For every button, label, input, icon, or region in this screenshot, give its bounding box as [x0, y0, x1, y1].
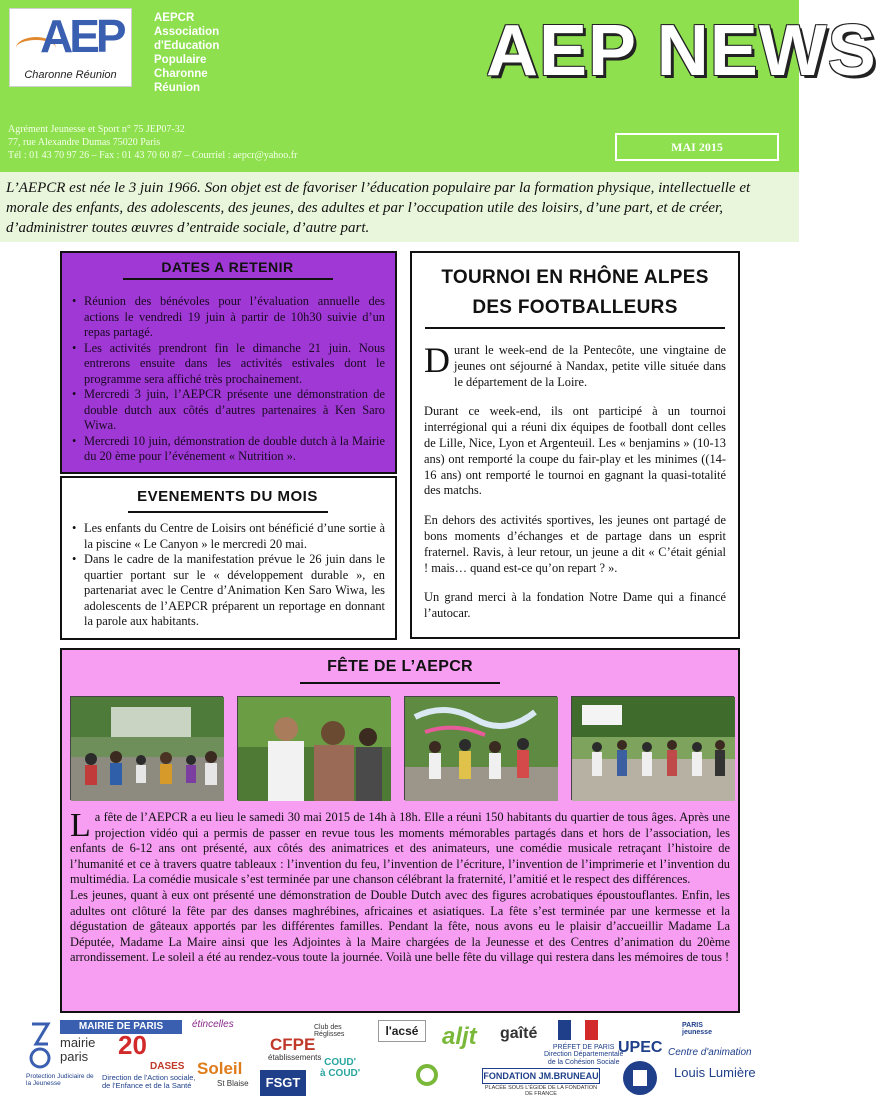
events-section	[60, 476, 397, 640]
logo-mairie-20-number: 20	[118, 1030, 147, 1060]
paragraph-text: urant le week-end de la Pentecôte, une vingtaine de jeunes ont séjourné à Nandax, petite ville située dans le département de la Loire.	[454, 343, 726, 389]
association-line: Réunion	[154, 82, 200, 94]
article-paragraph: Durant ce week-end, ils ont participé à un tournoi interrégional qui a réuni dix équipes de football dont celles de Lille, Nice, Lyon et Argenteuil. Les « benjamins » (10-13 ans) ont remporté la coupe du fair-play et les minimes ((14-16 ans) ont remporté le tournoi en gagnant la quasi-totalité des matchs.	[424, 404, 726, 498]
association-line: Populaire	[154, 54, 207, 66]
logo-dases: DASES	[150, 1061, 185, 1072]
list-item: • Réunion des bénévoles pour l’évaluation annuelle des actions le vendredi 19 juin à partir de 10h30 suivie d’un repas partagé.	[70, 294, 385, 341]
photo-group	[571, 696, 734, 800]
logo-prefet	[544, 1044, 623, 1066]
drop-cap: L	[70, 807, 91, 844]
logo-club-des-reglisses: Club des Réglisses	[314, 1024, 345, 1039]
logo-dases-caption	[102, 1074, 196, 1090]
logo-text: de l'Enfance et de la Santé	[102, 1080, 192, 1090]
tournoi-title-line1: TOURNOI EN RHÔNE ALPES	[441, 267, 709, 288]
article-paragraph	[424, 340, 726, 390]
article-paragraph	[70, 807, 730, 888]
dates-section	[60, 251, 397, 474]
association-line: Charonne	[154, 68, 208, 80]
list-item: • Mercredi 3 juin, l’AEPCR présente une démonstration de double dutch aux côtés d’autres partenaires à Ken Saro Wiwa.	[70, 387, 385, 434]
contact-line: 77, rue Alexandre Dumas 75020 Paris	[8, 137, 161, 148]
list-item: • Mercredi 10 juin, démonstration de double dutch à la Mairie du 20 ème pour l’événement « Nutrition ».	[70, 434, 385, 465]
logo-centre-animation: Centre d'animation	[668, 1047, 752, 1058]
logo-gaite: gaîté	[500, 1025, 538, 1042]
logo-fondation-sub: PLACÉE SOUS L'ÉGIDE DE LA FONDATION DE FRANCE	[484, 1085, 598, 1097]
logo-coud-a-coud	[320, 1058, 360, 1079]
title-underline	[300, 682, 500, 684]
association-line: Association	[154, 26, 220, 38]
logo-pjj: Protection Judiciaire de la Jeunesse	[26, 1073, 94, 1087]
logo-upec: UPEC	[618, 1039, 663, 1056]
list-item: • Les enfants du Centre de Loisirs ont bénéficié d’une sortie à la piscine « Le Canyon » le mercredi 20 mai.	[70, 521, 385, 552]
logo-louis-lumiere: Louis Lumière	[674, 1065, 756, 1080]
association-name	[154, 11, 219, 95]
masthead-banner	[0, 0, 877, 172]
article-paragraph: Un grand merci à la fondation Notre Dame qui a financé l’autocar.	[424, 590, 726, 621]
logo-book-icon	[622, 1060, 658, 1096]
logo-acse: l'acsé	[378, 1020, 426, 1042]
logo-cnc	[26, 1020, 54, 1074]
logo-soleil-sub: St Blaise	[217, 1079, 249, 1088]
association-line: AEPCR	[154, 12, 195, 24]
events-title: EVENEMENTS DU MOIS	[137, 488, 318, 505]
logo-soleil: Soleil	[197, 1059, 243, 1078]
contact-info	[8, 123, 297, 162]
contact-line: Agrément Jeunesse et Sport n° 75 JEP07-32	[8, 124, 185, 135]
logo-cfpe-sub: établissements	[268, 1053, 322, 1062]
photo-dance	[404, 696, 557, 800]
logo-fondation-bruneau: FONDATION JM.BRUNEAU	[482, 1068, 600, 1084]
tournoi-title-line2: DES FOOTBALLEURS	[472, 297, 678, 318]
logo-text: à COUD'	[320, 1067, 361, 1079]
issue-date: MAI 2015	[615, 133, 779, 161]
article-paragraph: Les jeunes, quant à eux ont présenté une démonstration de Double Dutch avec des figures acrobatiques époustouflantes. Enfin, les adultes ont clôturé la fête par des danses maghrébines, africaines et asiatiques. La fête s’est terminée par une kermesse et la dégustation de gâteaux apportés par les différentes familles. Pendant la fête, nous avons eu le plaisir d’accueillir Madame La Députée, Madame La Maire ainsi que les Adjointes à la Maire chargées de la Jeunesse et des Centres d’animation du 20ème arrondissement. Le soleil a été au rendez-vous toute la journée. Voilà une belle fête du village qui restera dans les mémoires de tous !	[70, 887, 730, 965]
logo-aljt: aljt	[442, 1023, 477, 1050]
logo-etincelles: étincelles	[192, 1019, 234, 1030]
logo-text: Direction Départementale	[544, 1051, 624, 1059]
events-list	[70, 521, 385, 630]
logo-text: de la Cohésion Sociale	[547, 1058, 620, 1066]
association-line: d'Education	[154, 40, 220, 52]
marianne-flag-icon	[558, 1020, 598, 1040]
dates-title: DATES A RETENIR	[161, 259, 294, 275]
title-underline	[425, 327, 725, 329]
title-underline	[128, 511, 328, 513]
logo-caption: Charonne Réunion	[24, 69, 117, 81]
dates-list	[70, 294, 385, 465]
list-item: • Dans le cadre de la manifestation prévue le 26 juin dans le quartier portant sur le « développement durable », en partenariat avec le Centre d’Animation Ken Saro Wiwa, les adolescents de l’AEPCR préparent un reportage en donnant la parole aux habitants.	[70, 552, 385, 630]
photo-strip	[70, 696, 730, 800]
article-paragraph: En dehors des activités sportives, les jeunes ont partagé de bons moments d’échanges et de partage dans un esprit fraternel. Ravis, à leur retour, un jeune a dit « C’était génial ! mais… quand est-ce qu’on repart ? ».	[424, 513, 726, 575]
newsletter-title: AEP NEWS	[486, 11, 877, 91]
fete-body	[70, 807, 730, 966]
logo-text: mairie	[60, 1035, 96, 1050]
sponsor-logos	[22, 1016, 782, 1100]
tournoi-article	[410, 251, 740, 639]
title-underline	[123, 278, 333, 280]
paragraph-text: a fête de l’AEPCR a eu lieu le samedi 30 mai 2015 de 14h à 18h. Elle a réuni 150 habitants du quartier de tous âges. Après une projection vidéo qui a permis de passer en revue tous les moments mémorables partagés dans et hors de l’association, les enfants de 6-12 ans ont présenté, aux côtés des animatrices et des animateurs, une comédie musicale retraçant l’histoire de l’humanité et ce à travers quatre tableaux : l’invention du feu, l’invention de l’écriture, l’invention de l’imprimerie et l’invention du multimédia. La comédie musicale s’est terminée par une chanson célébrant la fraternité, l’amitié et le respect des différences.	[70, 810, 730, 887]
logo-mairie-20-text	[60, 1036, 95, 1063]
contact-line: Tél : 01 43 70 97 26 – Fax : 01 43 70 60 87 – Courriel : aepcr@yahoo.fr	[8, 150, 298, 161]
logo-mairie-de-paris: MAIRIE DE PARIS	[60, 1020, 182, 1034]
fete-title: FÊTE DE L’AEPCR	[327, 658, 473, 675]
logo-text: PRÉFET DE PARIS	[552, 1044, 615, 1051]
photo-crowd	[70, 696, 223, 800]
intro-text: L’AEPCR est née le 3 juin 1966. Son objet est de favoriser l’éducation populaire par la formation physique, intellectuelle et morale des enfants, des adolescents, des jeunes, des adultes et par l’occupation utile des loisirs, d’une part, et de créer, d’administrer toutes œuvres d’entraide sociale, d’autre part.	[0, 172, 799, 242]
photo-couple	[237, 696, 390, 800]
logo-paris-jeunesse: PARIS jeunesse	[682, 1022, 712, 1037]
fete-article	[60, 648, 740, 1013]
logo-fsgt: FSGT	[260, 1070, 306, 1096]
logo-cfpe: CFPE	[270, 1035, 316, 1054]
logo-text: Direction de l'Action sociale,	[102, 1073, 196, 1082]
drop-cap: D	[424, 340, 450, 380]
logo-text: COUD'	[324, 1057, 356, 1068]
list-item: • Les activités prendront fin le dimanche 21 juin. Nous entrerons ensuite dans les activités estivales dont le programme sera affiché très prochainement.	[70, 341, 385, 388]
logo-text: paris	[60, 1048, 89, 1064]
aepcr-logo	[9, 8, 132, 87]
logo-gear-icon	[412, 1062, 442, 1088]
logo-letters: AEP	[40, 10, 123, 62]
